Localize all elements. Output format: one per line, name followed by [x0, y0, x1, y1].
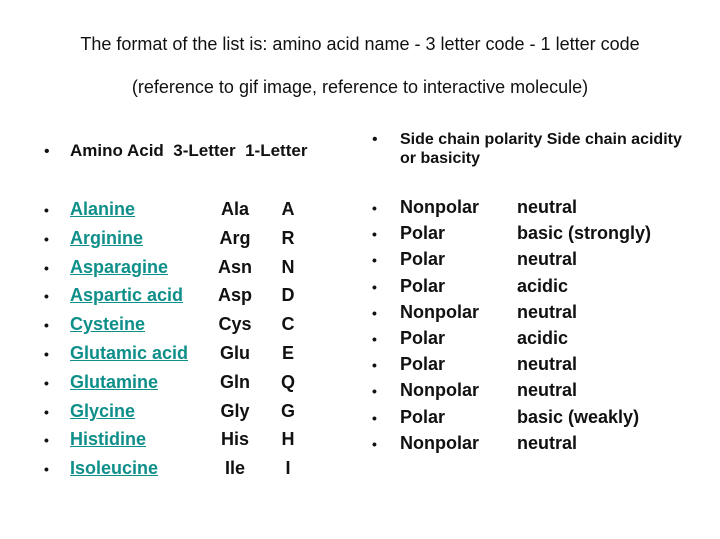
one-letter-code: G [280, 400, 295, 421]
one-letter-code: R [281, 227, 295, 248]
amino-acid-link[interactable]: Glycine [70, 400, 136, 421]
bullet: • [44, 288, 49, 305]
bullet: • [44, 259, 49, 276]
bullet: • [44, 403, 49, 420]
bullet: • [372, 304, 377, 321]
bullet: • [44, 346, 49, 362]
bullet: • [44, 317, 49, 334]
amino-acid-link[interactable]: Cysteine [70, 314, 146, 335]
bullet: • [372, 200, 377, 216]
side-chain-polarity: Nonpolar [400, 432, 479, 453]
three-letter-code: Glu [220, 343, 250, 363]
side-chain-acidity: neutral [517, 197, 578, 217]
side-chain-acidity: neutral [517, 432, 578, 453]
bullet: • [372, 331, 377, 347]
right-column-header: Side chain polarity Side chain acidity or basicity [400, 131, 682, 167]
bullet: • [44, 230, 49, 247]
header-amino-acid: Amino Acid [70, 141, 164, 160]
one-letter-code: H [281, 429, 295, 450]
one-letter-code: E [281, 343, 294, 363]
bullet: • [372, 435, 377, 452]
bullet-left-header: • [44, 143, 50, 160]
amino-acid-link[interactable]: Glutamic acid [70, 343, 189, 363]
amino-acid-link[interactable]: Arginine [70, 227, 144, 248]
three-letter-code: Gln [220, 371, 250, 392]
side-chain-acidity: acidic [517, 275, 569, 296]
side-chain-polarity: Nonpolar [400, 197, 479, 217]
bullet: • [44, 432, 49, 449]
side-chain-polarity: Polar [400, 328, 446, 348]
three-letter-code: Asn [217, 256, 252, 277]
side-chain-acidity: neutral [517, 354, 578, 375]
amino-acid-link[interactable]: Glutamine [70, 371, 159, 392]
amino-acid-link[interactable]: Aspartic acid [70, 285, 184, 306]
three-letter-code: Ala [220, 199, 249, 219]
side-chain-acidity: neutral [517, 301, 578, 322]
one-letter-code: N [281, 256, 295, 277]
intro-line-2: (reference to gif image, reference to interactive molecule) [131, 77, 589, 97]
one-letter-code: D [281, 285, 295, 306]
side-chain-polarity: Polar [400, 354, 446, 375]
side-chain-polarity: Polar [400, 249, 446, 270]
amino-acid-link[interactable]: Alanine [70, 199, 136, 219]
amino-acid-link[interactable]: Isoleucine [70, 458, 159, 479]
side-chain-acidity: neutral [517, 380, 578, 401]
side-chain-polarity: Nonpolar [400, 380, 479, 401]
intro-line-1: The format of the list is: amino acid name - 3 letter code - 1 letter code [80, 34, 640, 54]
three-letter-code: His [220, 429, 249, 450]
side-chain-acidity: basic (weakly) [517, 406, 640, 427]
three-letter-code: Gly [220, 400, 250, 421]
one-letter-code: C [281, 314, 295, 335]
three-letter-code: Cys [218, 314, 252, 335]
side-chain-polarity: Nonpolar [400, 301, 479, 322]
bullet-right-header: • [372, 131, 378, 148]
one-letter-code: Q [280, 371, 295, 392]
three-letter-code: Arg [219, 227, 251, 248]
bullet: • [372, 252, 377, 269]
bullet: • [44, 374, 49, 391]
header-1-letter: 1-Letter [245, 141, 308, 160]
bullet: • [372, 278, 377, 295]
amino-acid-link[interactable]: Histidine [70, 429, 147, 450]
bullet: • [44, 461, 49, 478]
left-column-header [70, 141, 307, 161]
bullet: • [372, 357, 377, 374]
header-3-letter: 3-Letter [173, 141, 236, 160]
side-chain-acidity: acidic [517, 328, 569, 348]
side-chain-acidity: neutral [517, 249, 578, 270]
one-letter-code: I [285, 458, 291, 479]
bullet: • [44, 202, 49, 218]
three-letter-code: Asp [217, 285, 252, 306]
three-letter-code: Ile [224, 458, 245, 479]
side-chain-polarity: Polar [400, 223, 446, 244]
one-letter-code: A [281, 199, 295, 219]
bullet: • [372, 226, 377, 243]
bullet: • [372, 409, 377, 426]
bullet: • [372, 383, 377, 400]
side-chain-acidity: basic (strongly) [517, 223, 652, 244]
amino-acid-link[interactable]: Asparagine [70, 256, 169, 277]
side-chain-polarity: Polar [400, 406, 446, 427]
side-chain-polarity: Polar [400, 275, 446, 296]
